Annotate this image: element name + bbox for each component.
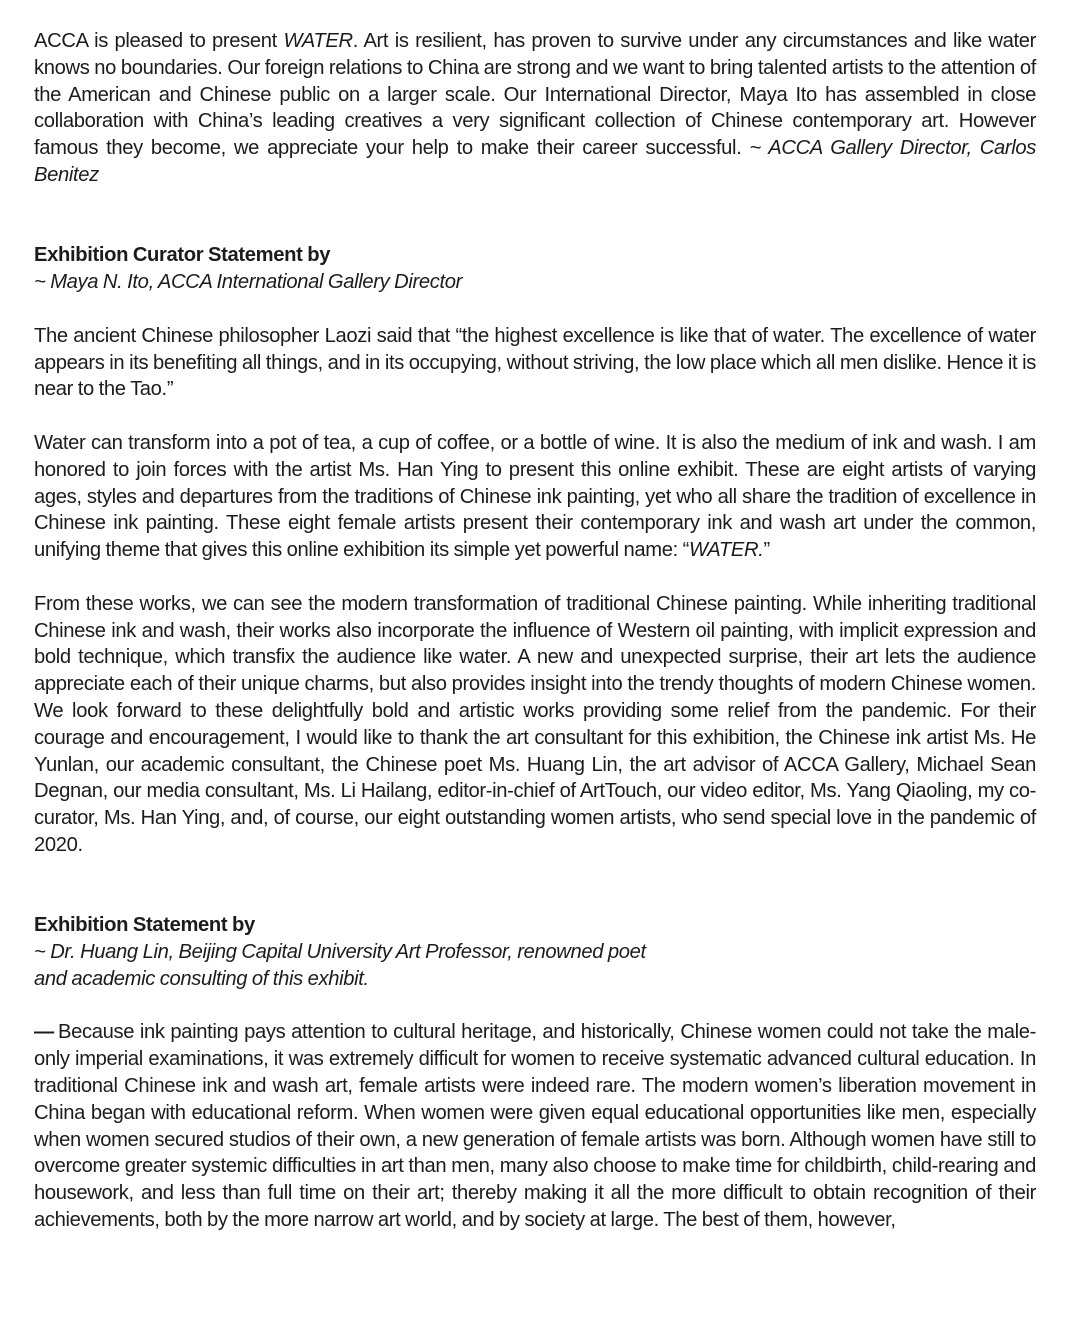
statement-paragraph-text: Because ink painting pays attention to cultural heritage, and historically, Chinese women could not take the male-only imperial examinations, it was extremely difficult for women to receive systematic advanced cultural education. In traditional Chinese ink and wash art, female artists were indeed rare. The modern women’s liberation movement in China began with educational reform. When women were given equal educational opportunities like men, especially when women secured studios of their own, a new generation of female artists was born. Although women have still to overcome greater systemic difficulties in art than men, many also choose to make time for childbirth, child-rearing and housework, and less than full time on their art; thereby making it all the more difficult to obtain recognition of their achievements, both by the more narrow art world, and by society at large. The best of them, however,	[34, 1021, 1036, 1232]
curator-paragraph-3: From these works, we can see the modern transformation of traditional Chinese painting. While inheriting traditional Chinese ink and wash, their works also incorporate the influence of Western oil painting, with implicit expression and bold technique, which transfix the audience like water. A new and unexpected surprise, their art lets the audience appreciate each of their unique charms, but also provides insight into the trendy thoughts of modern Chinese women. We look forward to these delightfully bold and artistic works providing some relief from the pandemic. For their courage and encouragement, I would like to thank the art consultant for this exhibition, the Chinese ink artist Ms. He Yunlan, our academic consultant, the Chinese poet Ms. Huang Lin, the art advisor of ACCA Gallery, Michael Sean Degnan, our media consultant, Ms. Li Hailang, editor-in-chief of ArtTouch, our video editor, Ms. Yang Qiaoling, my co-curator, Ms. Han Ying, and, of course, our eight outstanding women artists, who send special love in the pandemic of 2020.	[34, 592, 1036, 856]
statement-byline-line-1: ~ Dr. Huang Lin, Beijing Capital University Art Professor, renowned poet	[34, 941, 646, 964]
spacer	[34, 886, 1036, 913]
intro-lead-text: ACCA is pleased to present	[34, 30, 284, 52]
curator-paragraph-1: The ancient Chinese philosopher Laozi said that “the highest excellence is like that of water. The excellence of water appears in its benefiting all things, and in its occupying, without striving, the low place which all men dislike. Hence it is near to the Tao.”	[34, 324, 1036, 401]
curator-paragraph-2-text: Water can transform into a pot of tea, a cup of coffee, or a bottle of wine. It is also the medium of ink and wash. I am honored to join forces with the artist Ms. Han Ying to present this online exhibit. These are eight artists of varying ages, styles and departures from the traditions of Chinese ink painting, yet who all share the tradition of excellence in Chinese ink painting. These eight female artists present their contemporary ink and wash art under the common, unifying theme that gives this online exhibition its simple yet powerful name: “	[34, 431, 1036, 562]
curator-heading: Exhibition Curator Statement by	[34, 244, 331, 267]
curator-heading-block	[34, 242, 1036, 296]
intro-paragraph	[34, 28, 1036, 189]
statement-heading-block	[34, 912, 1036, 992]
intro-signature: ~ ACCA Gallery Director, Carlos Benitez	[34, 137, 1036, 186]
curator-byline: ~ Maya N. Ito, ACCA International Gallery Director	[34, 271, 462, 294]
spacer	[34, 216, 1036, 243]
statement-byline-line-2: and academic consulting of this exhibit.	[34, 967, 369, 990]
exhibition-title-italic: WATER	[283, 30, 353, 52]
statement-paragraph	[34, 1019, 1036, 1233]
water-italic: WATER.	[688, 539, 764, 562]
closing-quote: ”	[763, 539, 770, 562]
intro-body-text: . Art is resilient, has proven to survive under any circumstances and like water knows no boundaries. Our foreign relations to China are strong and we want to bring talented artists to the attention of the American and Chinese public on a larger scale. Our International Director, Maya Ito has assembled in close collaboration with China’s leading creatives a very significant collection of Chinese contemporary art. However famous they become, we appreciate your help to make their career successful.	[34, 30, 1036, 160]
statement-heading: Exhibition Statement by	[34, 914, 255, 937]
curator-paragraph-2	[34, 430, 1036, 564]
em-dash: —	[34, 1021, 53, 1044]
